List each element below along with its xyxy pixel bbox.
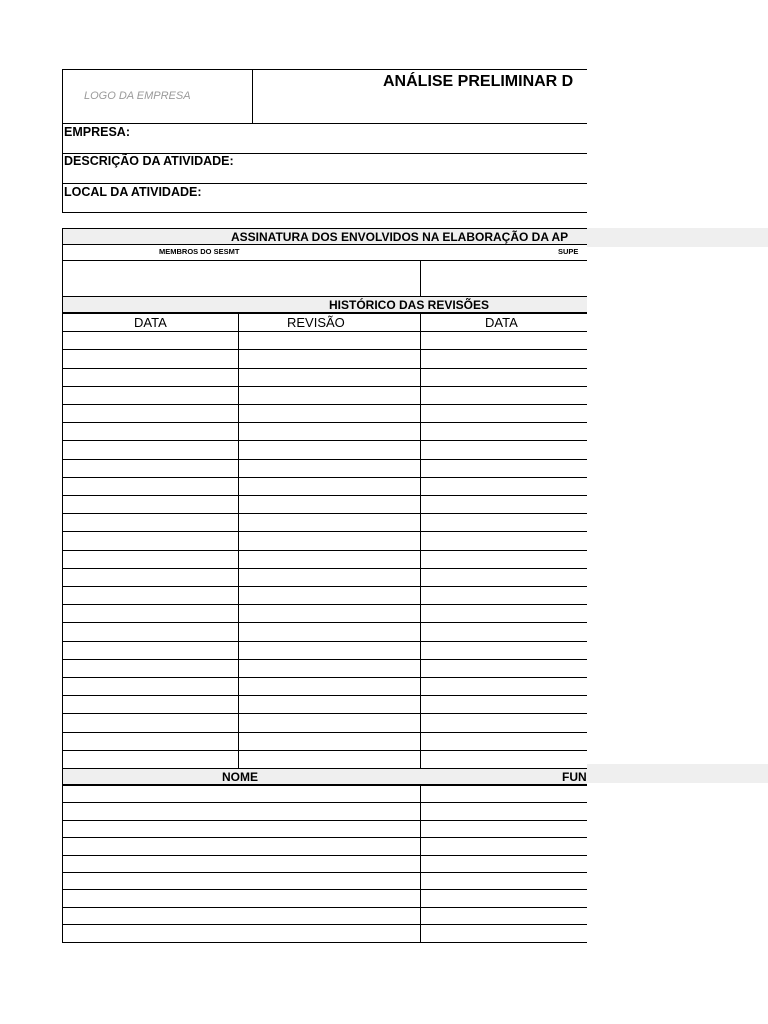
table-row: [63, 586, 587, 587]
column-divider: [420, 785, 421, 942]
title-box: [253, 70, 587, 124]
table-row: [63, 513, 587, 514]
table-row: [63, 785, 587, 786]
table-row: [63, 368, 587, 369]
table-row: [63, 495, 587, 496]
table-row: [63, 732, 587, 733]
table-row: [63, 889, 587, 890]
table-row: [63, 677, 587, 678]
table-row: [63, 422, 587, 423]
table-row: [63, 837, 587, 838]
row-divider: [63, 260, 587, 261]
signature-heading-bar: [63, 228, 587, 245]
table-row: [63, 404, 587, 405]
table-row: [63, 924, 587, 925]
column-divider: [420, 260, 421, 297]
table-row: [63, 531, 587, 532]
history-revisao-column-header: REVISÃO: [287, 315, 345, 330]
funcao-column-header: FUN: [562, 770, 587, 784]
table-row: [63, 604, 587, 605]
table-row: [63, 349, 587, 350]
table-row: [63, 331, 587, 332]
table-row: [63, 695, 587, 696]
table-row: [63, 313, 587, 314]
column-divider: [420, 313, 421, 768]
form-header: [62, 69, 587, 213]
column-divider: [238, 313, 239, 768]
sesmt-column-header: MEMBROS DO SESMT: [159, 247, 240, 256]
table-row: [63, 459, 587, 460]
table-row: [63, 622, 587, 623]
local-label: LOCAL DA ATIVIDADE:: [64, 185, 202, 199]
table-row: [63, 550, 587, 551]
document-title: ANÁLISE PRELIMINAR D: [383, 73, 574, 90]
table-row: [63, 855, 587, 856]
history-data-column-header: DATA: [134, 315, 167, 330]
table-row: [63, 641, 587, 642]
supervisor-column-header: SUPE: [558, 247, 579, 256]
table-row: [63, 440, 587, 441]
participants-heading-fill-extension: [587, 764, 768, 783]
participants-heading-bar: [63, 768, 587, 785]
table-row: [63, 907, 587, 908]
history-data-2-column-header: DATA: [485, 315, 518, 330]
logo-placeholder: LOGO DA EMPRESA: [84, 90, 191, 102]
table-row: [63, 659, 587, 660]
descricao-label: DESCRIÇÃO DA ATIVIDADE:: [64, 154, 234, 168]
nome-column-header: NOME: [222, 770, 258, 784]
table-row: [63, 568, 587, 569]
table-row: [63, 750, 587, 751]
main-table: [62, 228, 587, 943]
history-heading-bar: [63, 296, 587, 313]
history-heading: HISTÓRICO DAS REVISÕES: [329, 298, 490, 312]
signature-heading-fill-extension: [587, 228, 768, 247]
form-sheet: [62, 69, 587, 949]
signature-heading: ASSINATURA DOS ENVOLVIDOS NA ELABORAÇÃO DA AP: [231, 230, 569, 244]
logo-box: [63, 70, 253, 124]
table-row: [63, 942, 587, 943]
table-row: [63, 820, 587, 821]
divider: [63, 183, 587, 184]
table-row: [63, 872, 587, 873]
table-row: [63, 802, 587, 803]
table-row: [63, 713, 587, 714]
table-row: [63, 477, 587, 478]
empresa-label: EMPRESA:: [64, 125, 130, 139]
table-row: [63, 386, 587, 387]
